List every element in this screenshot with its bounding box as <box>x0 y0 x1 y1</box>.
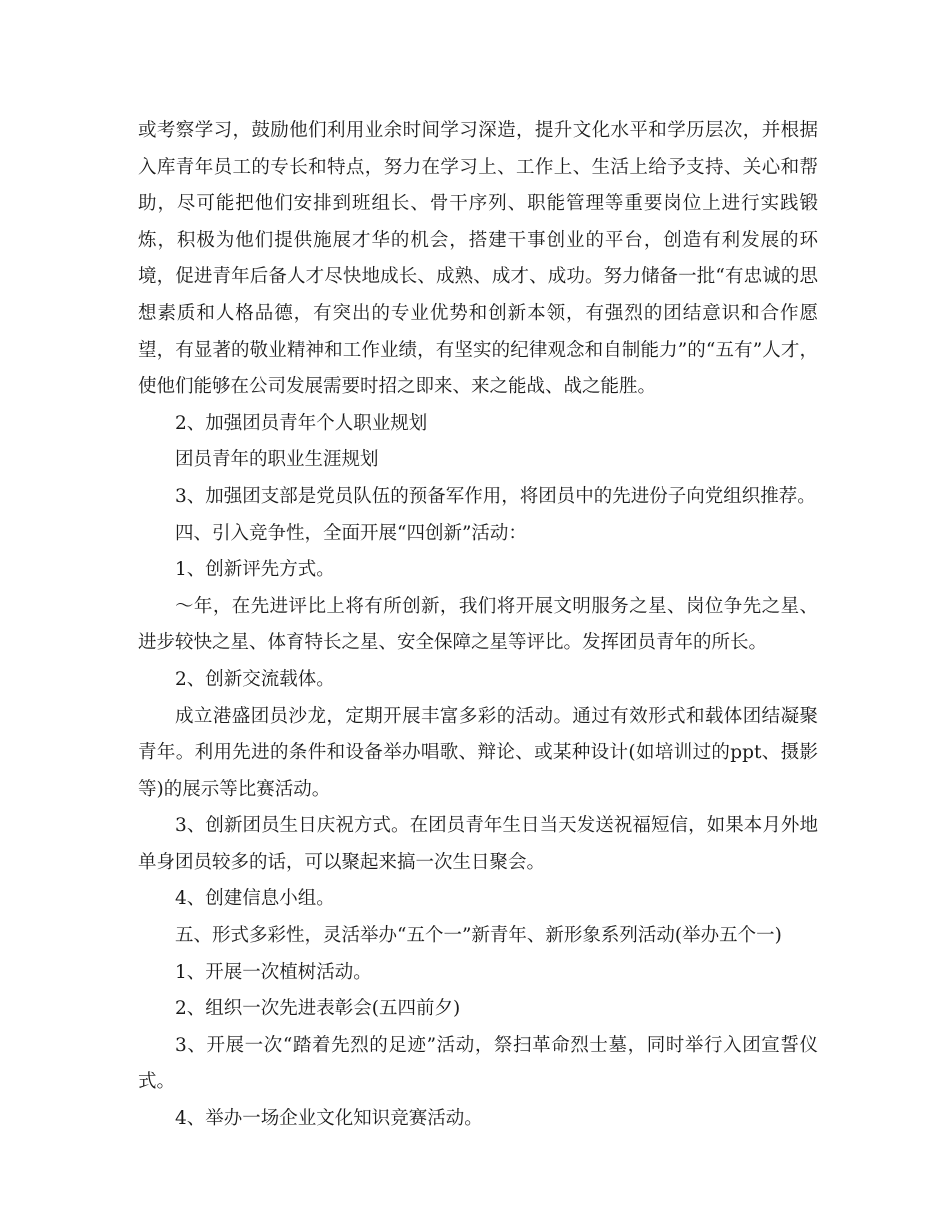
paragraph-continuation: 或考察学习，鼓励他们利用业余时间学习深造，提升文化水平和学历层次，并根据入库青年员工的专长和特点，努力在学习上、工作上、生活上给予支持、关心和帮助，尽可能把他们安排到班组长、骨干序列、职能管理等重要岗位上进行实践锻炼，积极为他们提供施展才华的机会，搭建干事创业的平台，创造有利发展的环境，促进青年后备人才尽快地成长、成熟、成才、成功。努力储备一批“有忠诚的思想素质和人格品德，有突出的专业优势和创新本领，有强烈的团结意识和合作愿望，有显著的敬业精神和工作业绩，有坚实的纪律观念和自制能力”的“五有”人才，使他们能够在公司发展需要时招之即来、来之能战、战之能胜。 <box>138 120 818 398</box>
paragraph-career-planning-detail: 团员青年的职业生涯规划 <box>175 449 379 471</box>
paragraph-item-reserve-force: 3、加强团支部是党员队伍的预备军作用，将团员中的先进份子向党组织推荐。 <box>175 485 816 507</box>
document-body <box>138 113 818 1138</box>
paragraph-item-evaluation: 1、创新评先方式。 <box>175 559 335 581</box>
paragraph-evaluation-detail: ～年，在先进评比上将有所创新，我们将开展文明服务之星、岗位争先之星、进步较快之星、体育特长之星、安全保障之星等评比。发挥团员青年的所长。 <box>138 595 818 654</box>
paragraph-item-martyrs: 3、开展一次“踏着先烈的足迹”活动，祭扫革命烈士墓，同时举行入团宣誓仪式。 <box>138 1034 818 1093</box>
paragraph-item-tree-planting: 1、开展一次植树活动。 <box>175 961 372 983</box>
paragraph-item-exchange: 2、创新交流载体。 <box>175 668 335 690</box>
paragraph-item-commendation: 2、组织一次先进表彰会(五四前夕) <box>175 998 461 1020</box>
paragraph-exchange-detail: 成立港盛团员沙龙，定期开展丰富多彩的活动。通过有效形式和载体团结凝聚青年。利用先进的条件和设备举办唱歌、辩论、或某种设计(如培训过的ppt、摄影等)的展示等比赛活动。 <box>138 705 818 800</box>
paragraph-item-career-planning: 2、加强团员青年个人职业规划 <box>175 412 428 434</box>
paragraph-item-info-group: 4、创建信息小组。 <box>175 888 335 910</box>
paragraph-item-quiz: 4、举办一场企业文化知识竞赛活动。 <box>175 1108 483 1130</box>
section-heading-four-innovations: 四、引入竞争性，全面开展“四创新”活动： <box>175 522 527 544</box>
section-heading-five-ones: 五、形式多彩性，灵活举办“五个一”新青年、新形象系列活动(举办五个一) <box>175 925 782 947</box>
paragraph-item-birthday: 3、创新团员生日庆祝方式。在团员青年生日当天发送祝福短信，如果本月外地单身团员较多的话，可以聚起来搞一次生日聚会。 <box>138 815 818 873</box>
